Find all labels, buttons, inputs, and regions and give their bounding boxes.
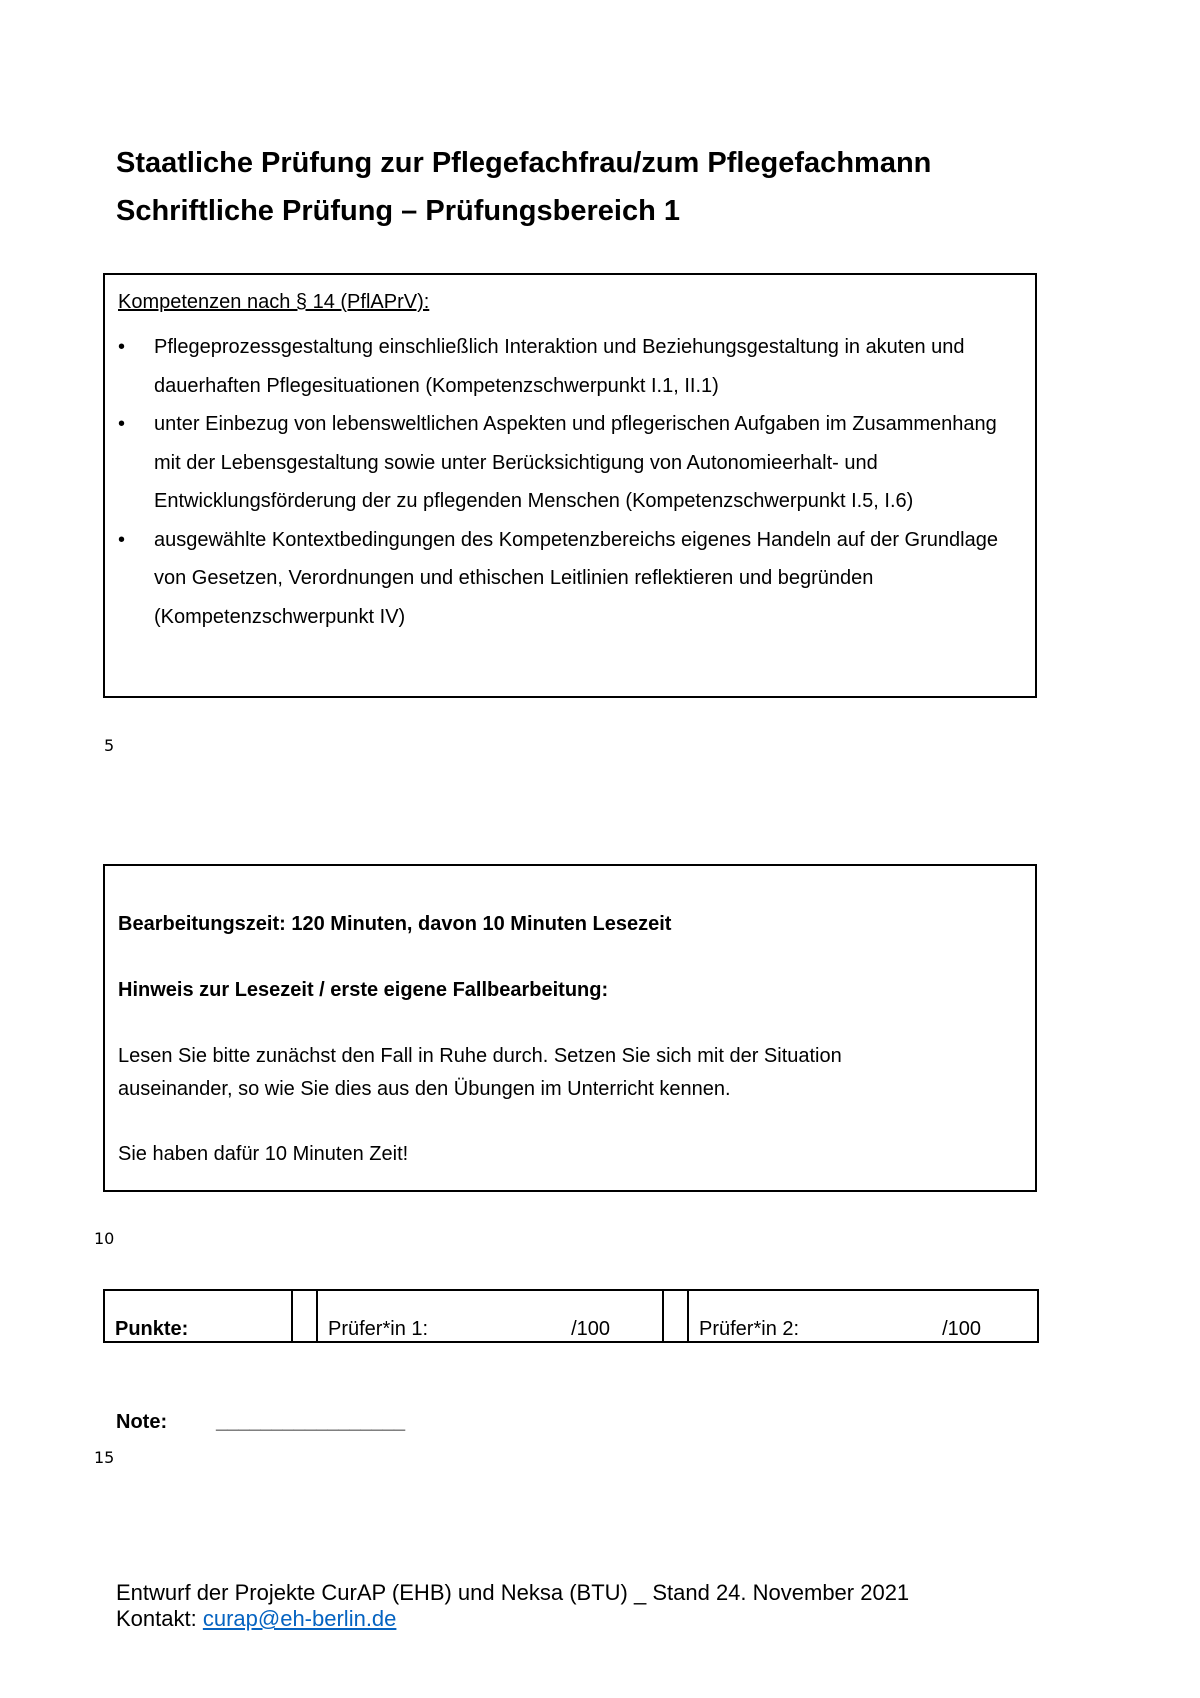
hint-text-line-1: Lesen Sie bitte zunächst den Fall in Ruhe durch. Setzen Sie sich mit der Situation [118, 1045, 842, 1067]
examiner-2-max: /100 [942, 1318, 981, 1340]
score-label: Punkte: [104, 1290, 292, 1342]
line-number-5: 5 [104, 736, 115, 755]
list-item [105, 521, 1035, 637]
line-number-15: 15 [94, 1448, 115, 1467]
bullet-icon: • [118, 413, 126, 435]
grade-field[interactable]: _________________ [216, 1411, 406, 1433]
line-number-10: 10 [94, 1229, 115, 1248]
list-item [105, 405, 1035, 521]
footer-contact [116, 1606, 396, 1632]
list-item-text: unter Einbezug von lebensweltlichen Aspekten und pflegerischen Aufgaben im Zusammenhang mit der Lebensgestaltung sowie unter Berücksichtigung von Autonomieerhalt- und Entwicklungsförderung der zu pflegenden Menschen (Kompetenzschwerpunkt I.5, I.6) [154, 413, 997, 512]
list-item-text: Pflegeprozessgestaltung einschließlich Interaktion und Beziehungsgestaltung in akuten und dauerhaften Pflegesituationen (Kompetenzschwerpunkt I.1, II.1) [154, 336, 965, 397]
competencies-list [105, 328, 1035, 636]
time-note: Sie haben dafür 10 Minuten Zeit! [118, 1143, 409, 1165]
list-item-text: ausgewählte Kontextbedingungen des Kompetenzbereichs eigenes Handeln auf der Grundlage von Gesetzen, Verordnungen und ethischen Leitlinien reflektieren und begründen (Kompetenzschwerpunkt IV) [154, 528, 998, 628]
examiner-2-score-field[interactable] [688, 1290, 1038, 1342]
grade-label: Note: [116, 1411, 168, 1433]
examiner-2-label: Prüfer*in 2: [699, 1318, 800, 1340]
bullet-icon: • [118, 336, 126, 358]
score-separator [292, 1290, 317, 1342]
document-title: Staatliche Prüfung zur Pflegefachfrau/zum Pflegefachmann [116, 147, 932, 179]
list-item [105, 328, 1035, 405]
score-separator [663, 1290, 688, 1342]
bullet-icon: • [118, 528, 126, 551]
contact-label: Kontakt: [116, 1606, 203, 1631]
contact-email-link[interactable]: curap@eh-berlin.de [202, 1606, 397, 1631]
competencies-box [103, 273, 1037, 698]
document-subtitle: Schriftliche Prüfung – Prüfungsbereich 1 [116, 195, 680, 227]
examiner-1-label: Prüfer*in 1: [328, 1318, 429, 1340]
hint-heading: Hinweis zur Lesezeit / erste eigene Fallbearbeitung: [118, 979, 609, 1001]
score-table [103, 1289, 1039, 1343]
hint-text-line-2: auseinander, so wie Sie dies aus den Übungen im Unterricht kennen. [118, 1078, 731, 1100]
time-info-box [103, 864, 1037, 1192]
duration-text: Bearbeitungszeit: 120 Minuten, davon 10 Minuten Lesezeit [118, 913, 672, 935]
examiner-1-max: /100 [571, 1318, 610, 1340]
footer-draft-note: Entwurf der Projekte CurAP (EHB) und Neksa (BTU) _ Stand 24. November 2021 [116, 1580, 910, 1605]
competencies-heading: Kompetenzen nach § 14 (PflAPrV): [118, 291, 430, 313]
examiner-1-score-field[interactable] [317, 1290, 663, 1342]
